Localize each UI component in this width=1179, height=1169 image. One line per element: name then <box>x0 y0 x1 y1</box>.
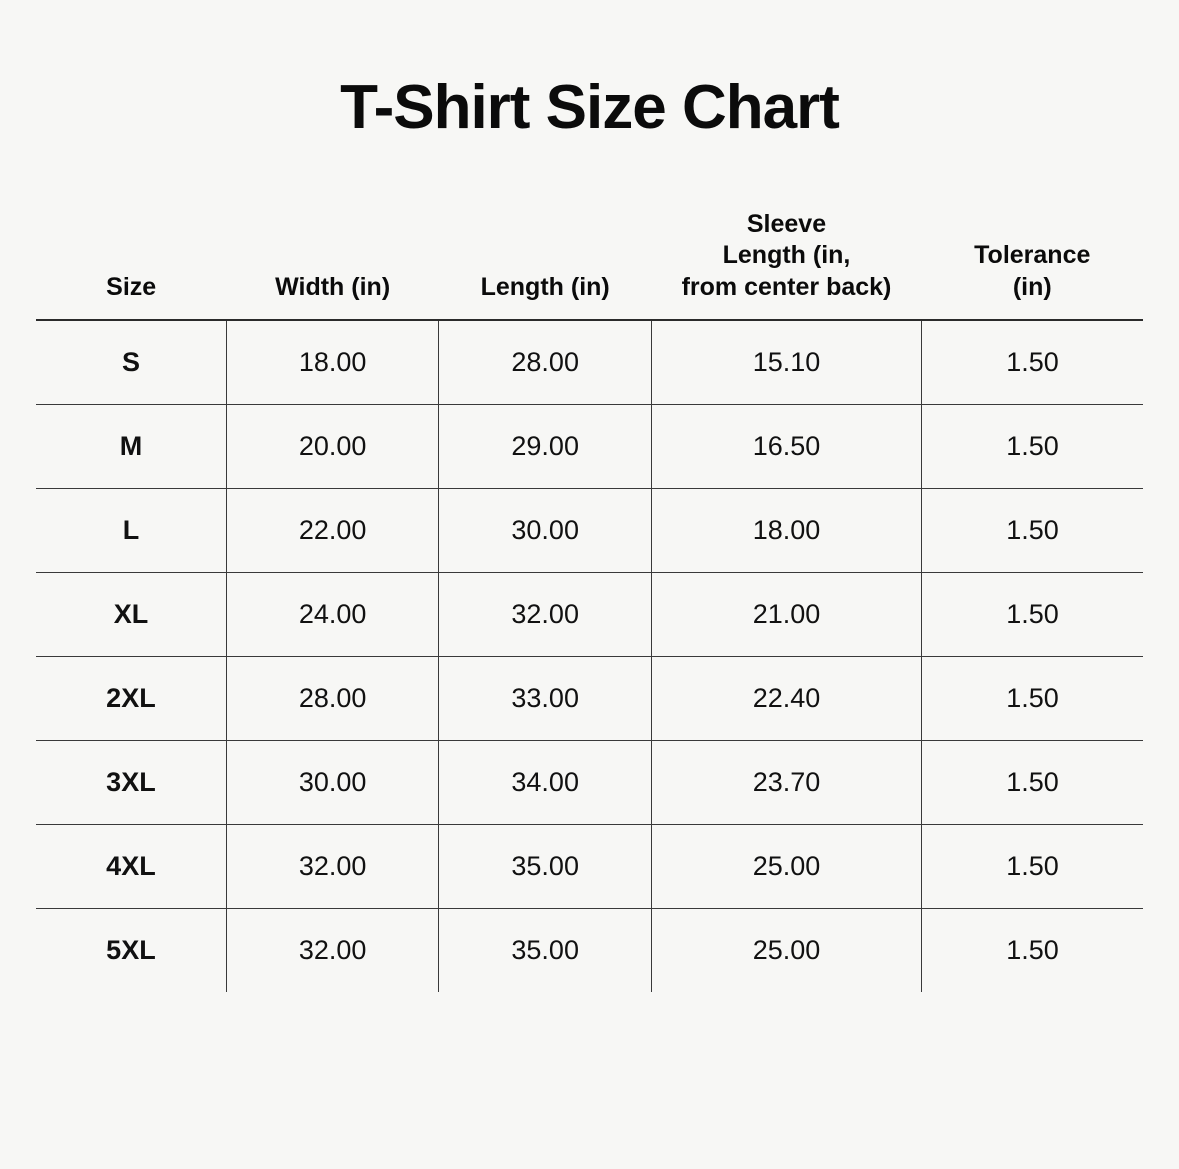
cell-tolerance: 1.50 <box>1006 934 1059 965</box>
cell-tolerance: 1.50 <box>922 572 1143 656</box>
cell-sleeve: 25.00 <box>651 824 921 908</box>
cell-size: S <box>36 320 226 405</box>
cell-length: 30.00 <box>439 488 652 572</box>
cell-length: 33.00 <box>439 656 652 740</box>
column-header-tolerance-line1: Tolerance <box>974 241 1091 270</box>
column-header-tolerance <box>922 205 1143 320</box>
cell-tolerance: 1.50 <box>922 824 1143 908</box>
column-header-tolerance-line2: (in) <box>1012 272 1052 301</box>
cell-sleeve: 18.00 <box>651 488 921 572</box>
cell-sleeve: 21.00 <box>651 572 921 656</box>
cell-tolerance: 1.50 <box>922 740 1143 824</box>
cell-width: 20.00 <box>226 404 439 488</box>
cell-width: 24.00 <box>226 572 439 656</box>
cell-tolerance: 1.50 <box>922 320 1143 405</box>
cell-width: 32.00 <box>226 824 439 908</box>
table-row <box>36 572 1143 656</box>
table-row <box>36 488 1143 572</box>
table-row <box>36 404 1143 488</box>
cell-width: 22.00 <box>226 488 439 572</box>
cell-sleeve: 15.10 <box>651 320 921 405</box>
column-header-length <box>439 205 652 320</box>
cell-size: 2XL <box>36 656 226 740</box>
cell-size: M <box>36 404 226 488</box>
column-header-width <box>226 205 439 320</box>
cell-size: 3XL <box>36 740 226 824</box>
column-header-size <box>36 205 226 320</box>
cell-length: 35.00 <box>439 908 652 992</box>
column-header-sleeve-line2: Length (in, <box>722 241 851 270</box>
cell-length: 28.00 <box>439 320 652 405</box>
cell-size: XL <box>36 572 226 656</box>
table-row <box>36 656 1143 740</box>
cell-size: 5XL <box>36 908 226 992</box>
column-header-sleeve-line3: from center back) <box>681 272 892 301</box>
cell-tolerance: 1.50 <box>922 656 1143 740</box>
cell-sleeve: 23.70 <box>651 740 921 824</box>
cell-width: 32.00 <box>226 908 439 992</box>
table-row <box>36 740 1143 824</box>
cell-length: 29.00 <box>439 404 652 488</box>
column-header-sleeve-line1: Sleeve <box>746 210 827 238</box>
cell-sleeve: 22.40 <box>651 656 921 740</box>
cell-width: 28.00 <box>226 656 439 740</box>
size-chart-table <box>36 205 1143 992</box>
column-header-sleeve-length <box>651 205 921 320</box>
cell-length: 34.00 <box>439 740 652 824</box>
cell-sleeve: 16.50 <box>651 404 921 488</box>
cell-size: L <box>36 488 226 572</box>
column-header-length-line1: Length (in) <box>480 272 610 301</box>
cell-width: 30.00 <box>226 740 439 824</box>
column-header-width-line1: Width (in) <box>275 272 391 301</box>
table-row <box>36 320 1143 405</box>
page-title: T-Shirt Size Chart <box>340 73 839 142</box>
table-row <box>36 908 1143 992</box>
size-chart-table-container <box>0 205 1179 992</box>
cell-length: 35.00 <box>439 824 652 908</box>
cell-width: 18.00 <box>226 320 439 405</box>
table-body <box>36 320 1143 992</box>
cell-sleeve: 25.00 <box>651 908 921 992</box>
cell-tolerance: 1.50 <box>922 488 1143 572</box>
cell-size: 4XL <box>36 824 226 908</box>
column-header-size-line1: Size <box>106 272 157 301</box>
table-header <box>36 205 1143 320</box>
table-header-row <box>36 205 1143 320</box>
cell-length: 32.00 <box>439 572 652 656</box>
cell-tolerance: 1.50 <box>922 404 1143 488</box>
table-row <box>36 824 1143 908</box>
